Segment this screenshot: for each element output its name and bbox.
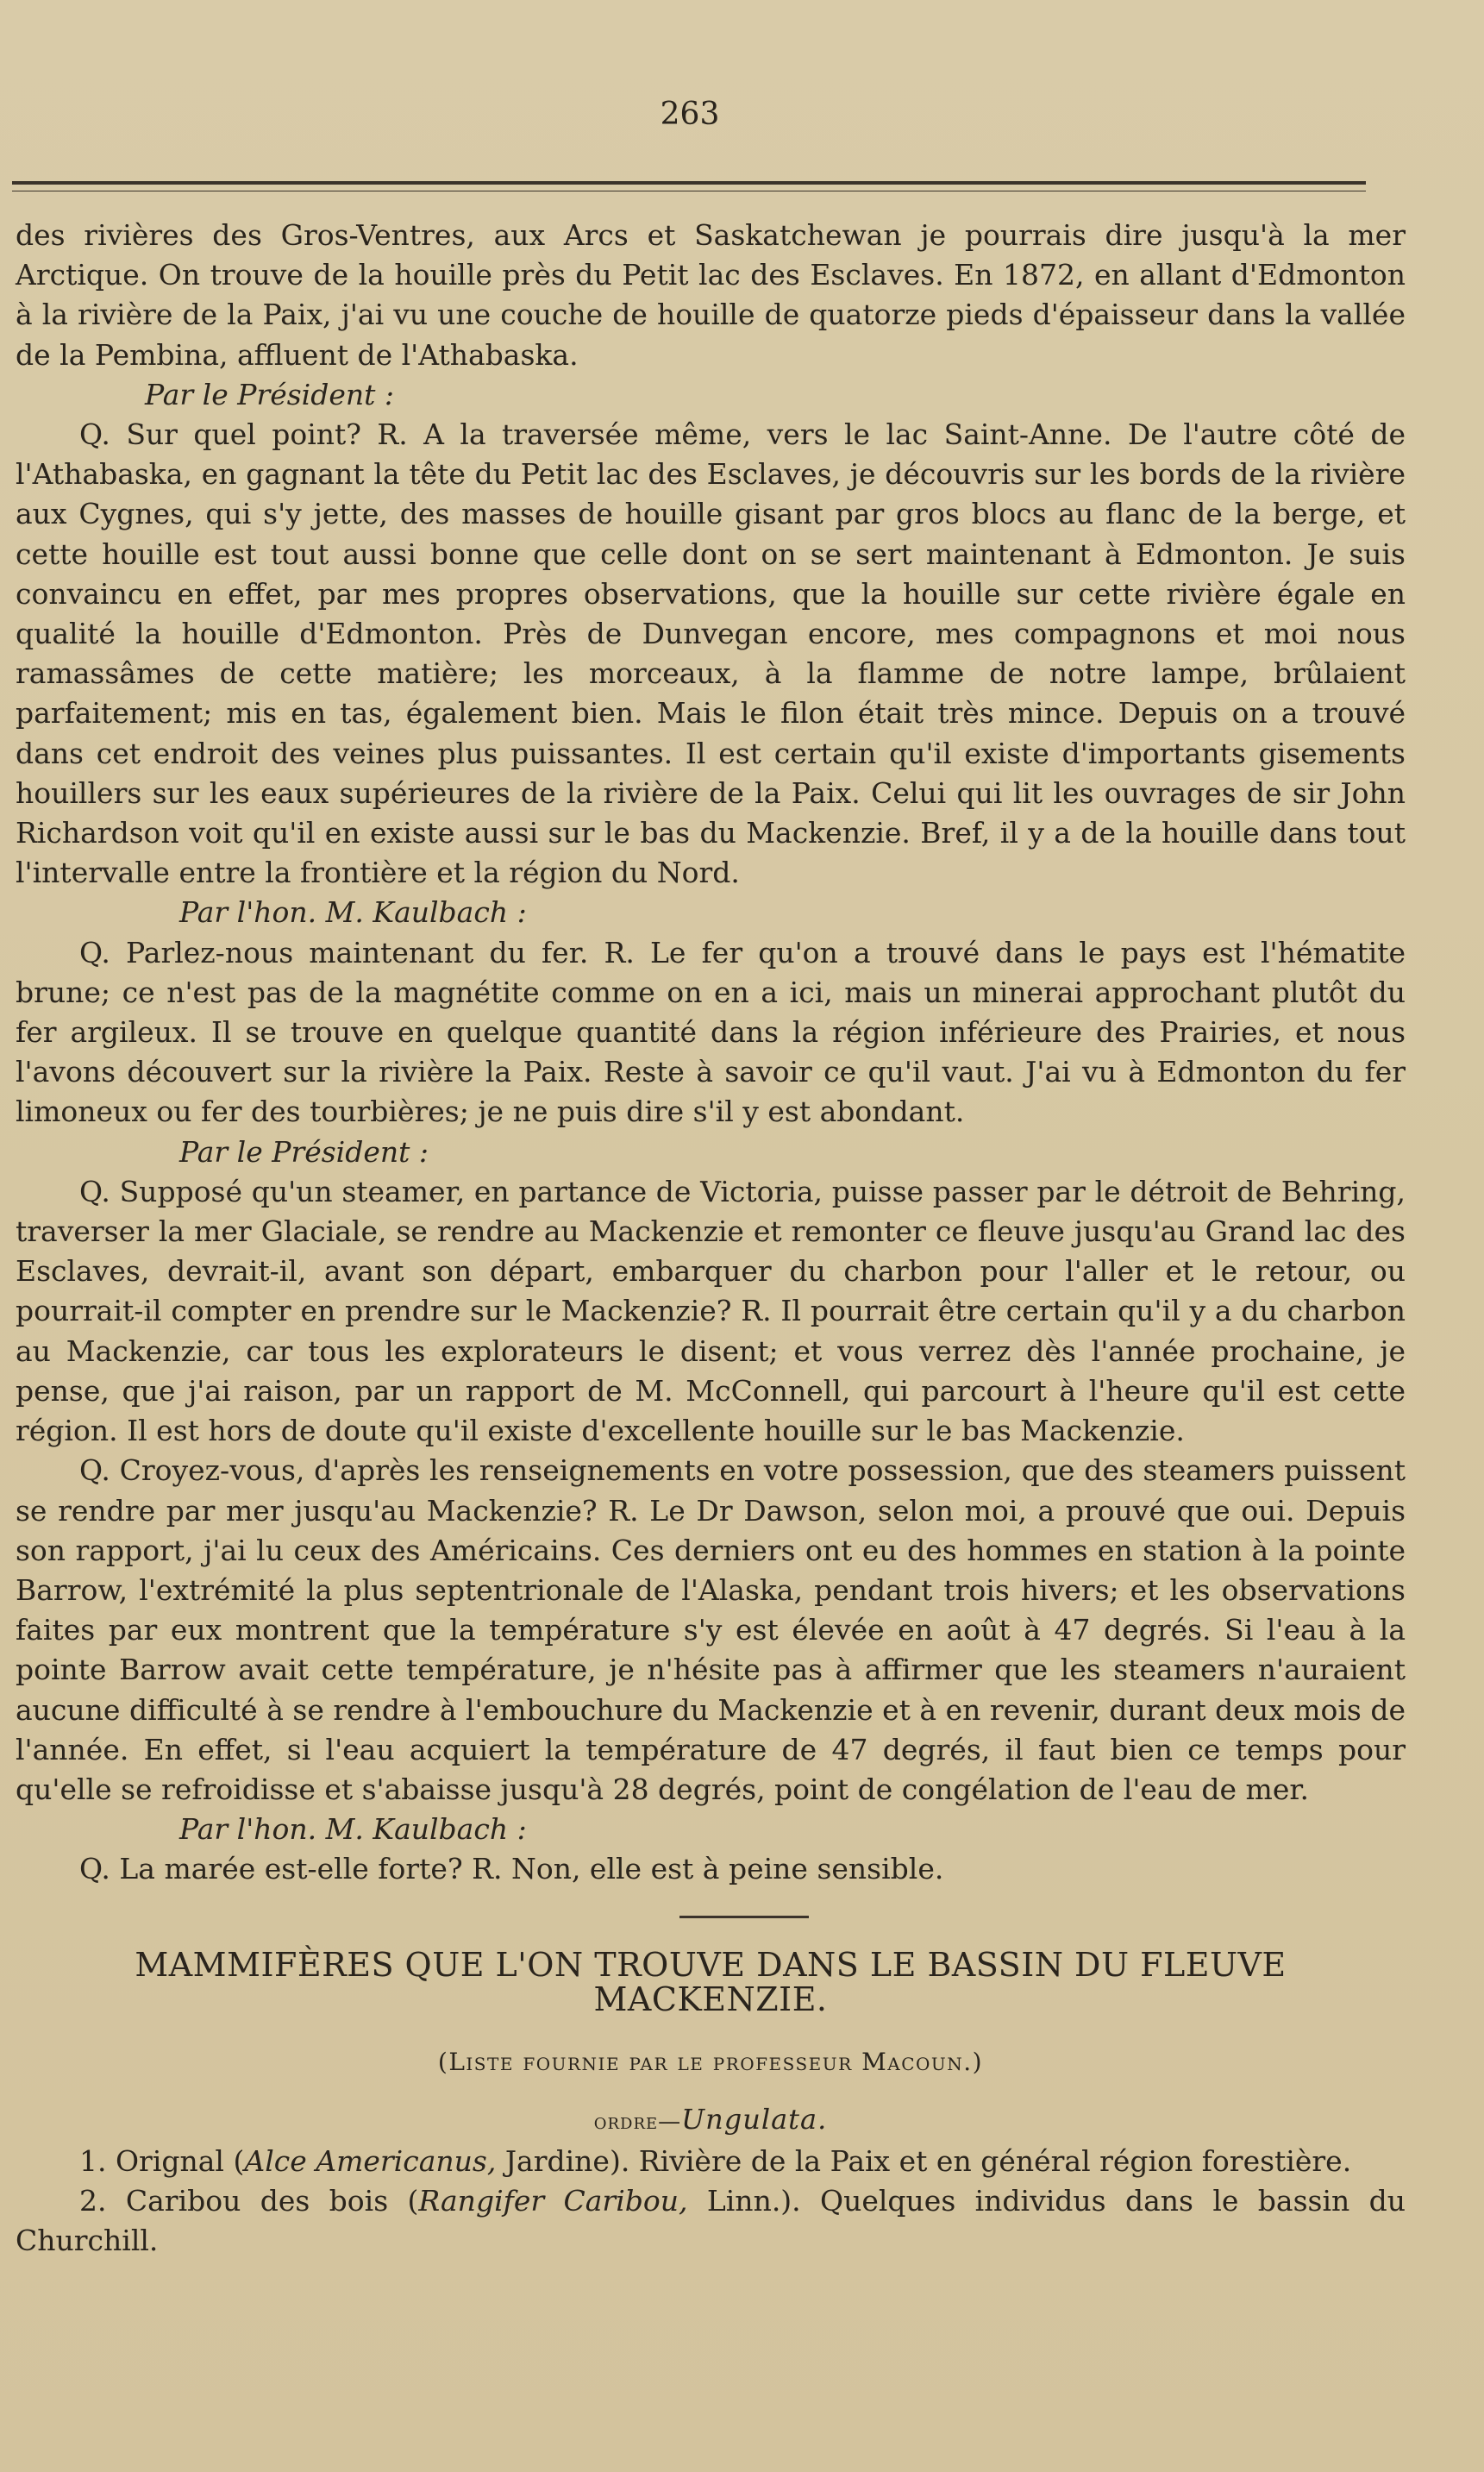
paragraph: Q. Supposé qu'un steamer, en partance de Victoria, puisse passer par le détroit de Behring, traverser la mer Glaciale, se rendre au Mackenzie et remonter ce fleuve jusqu'au Grand lac des Esclaves, devrait-il, avant son départ, embarquer du charbon pour l'aller et le retour, ou pourrait-il compter en prendre sur le Mackenzie? R. Il pourrait être certain qu'il y a du charbon au Mackenzie, car tous les explorateurs le disent; et vous verrez dès l'année prochaine, je pense, que j'ai raison, par un rapport de M. McConnell, qui parcourt à l'heure qu'il est cette région. Il est hors de doute qu'il existe d'excellente houille sur le bas Mackenzie. (16, 1174, 1406, 1448)
entry-text: Orignal ( (116, 2143, 245, 2178)
entry-latin: Rangifer Caribou, (418, 2184, 688, 2218)
order-label: ordre— (593, 2108, 682, 2135)
order-heading (16, 2099, 1406, 2142)
speaker-heading: Par l'hon. M. Kaulbach : (179, 1812, 527, 1847)
list-item (16, 2181, 1406, 2261)
page-number: 263 (660, 97, 720, 132)
speaker-heading: Par l'hon. M. Kaulbach : (179, 895, 527, 930)
list-item (16, 2142, 1406, 2181)
paragraph: Q. La marée est-elle forte? R. Non, elle est à peine sensible. (79, 1852, 944, 1886)
paragraph: Q. Croyez-vous, d'après les renseignements en votre possession, que des steamers puissent se rendre par mer jusqu'au Mackenzie? R. Le Dr Dawson, selon moi, a prouvé que oui. Depuis son rapport, j'ai lu ceux des Américains. Ces derniers ont eu des hommes en station à la pointe Barrow, l'extrémité la plus septentrionale de l'Alaska, pendant trois hivers; et les observations faites par eux montrent que la température s'y est élevée en août à 47 degrés. Si l'eau à la pointe Barrow avait cette température, je n'hésite pas à affirmer que les steamers n'auraient aucune difficulté à se rendre à l'embouchure du Mackenzie et à en revenir, durant deux mois de l'année. En effet, si l'eau acquiert la température de 47 degrés, il faut bien ce temps pour qu'elle se refroidisse et s'abaisse jusqu'à 28 degrés, point de congélation de l'eau de mer. (16, 1453, 1406, 1806)
paragraph: Q. Sur quel point? R. A la traversée même, vers le lac Saint-Anne. De l'autre côté de l'Athabaska, en gagnant la tête du Petit lac des Esclaves, je découvris sur les bords de la rivière aux Cygnes, qui s'y jette, des masses de houille gisant par gros blocs au flanc de la berge, et cette houille est tout aussi bonne que celle dont on se sert maintenant à Edmonton. Je suis convaincu en effet, par mes propres observations, que la houille sur cette rivière égale en qualité la houille d'Edmonton. Près de Dunvegan encore, mes compagnons et moi nous ramassâmes de cette matière; les morceaux, à la flamme de notre lampe, brûlaient parfaitement; mis en tas, également bien. Mais le filon était très mince. Depuis on a trouvé dans cet endroit des veines plus puissantes. Il est certain qu'il existe d'importants gisements houillers sur les eaux supérieures de la rivière de la Paix. Celui qui lit les ouvrages de sir John Richardson voit qu'il en existe aussi sur le bas du Mackenzie. Bref, il y a de la houille dans tout l'intervalle entre la frontière et la région du Nord. (16, 417, 1406, 890)
speaker-heading: Par le Président : (145, 377, 395, 411)
entry-number: 2. (79, 2184, 107, 2218)
section-divider (679, 1916, 809, 1918)
document-body (16, 216, 1406, 2262)
order-name: Ungulata. (681, 2102, 828, 2136)
section-title-line: MACKENZIE. (593, 1979, 828, 2018)
section-title (16, 1945, 1406, 2018)
paragraph: des rivières des Gros-Ventres, aux Arcs et Saskatchewan je pourrais dire jusqu'à la mer Arctique. On trouve de la houille près du Petit lac des Esclaves. En 1872, en allant d'Edmonton à la rivière de la Paix, j'ai vu une couche de houille de quatorze pieds d'épaisseur dans la vallée de la Pembina, affluent de l'Athabaska. (16, 218, 1406, 372)
header-rule (12, 181, 1366, 191)
entry-latin: Alce Americanus, (244, 2143, 497, 2178)
section-subtitle: (Liste fournie par le professeur Macoun.) (437, 2047, 984, 2076)
entry-number: 1. (79, 2143, 107, 2178)
entry-text: Jardine). Rivière de la Paix et en général région forestière. (496, 2143, 1352, 2178)
paragraph: Q. Parlez-nous maintenant du fer. R. Le fer qu'on a trouvé dans le pays est l'hématite brune; ce n'est pas de la magnétite comme on en a ici, mais un minerai approchant plutôt du fer argileux. Il se trouve en quelque quantité dans la région inférieure des Prairies, et nous l'avons découvert sur la rivière la Paix. Reste à savoir ce qu'il vaut. J'ai vu à Edmonton du fer limoneux ou fer des tourbières; je ne puis dire s'il y est abondant. (16, 935, 1406, 1129)
entry-text: Caribou des bois ( (125, 2184, 419, 2218)
speaker-heading: Par le Président : (179, 1134, 429, 1169)
entry-text: Linn.). Quelques individus dans le bassin du Churchill. (16, 2184, 1406, 2258)
section-title-line: MAMMIFÈRES QUE L'ON TROUVE DANS LE BASSIN DU FLEUVE (135, 1945, 1287, 1984)
